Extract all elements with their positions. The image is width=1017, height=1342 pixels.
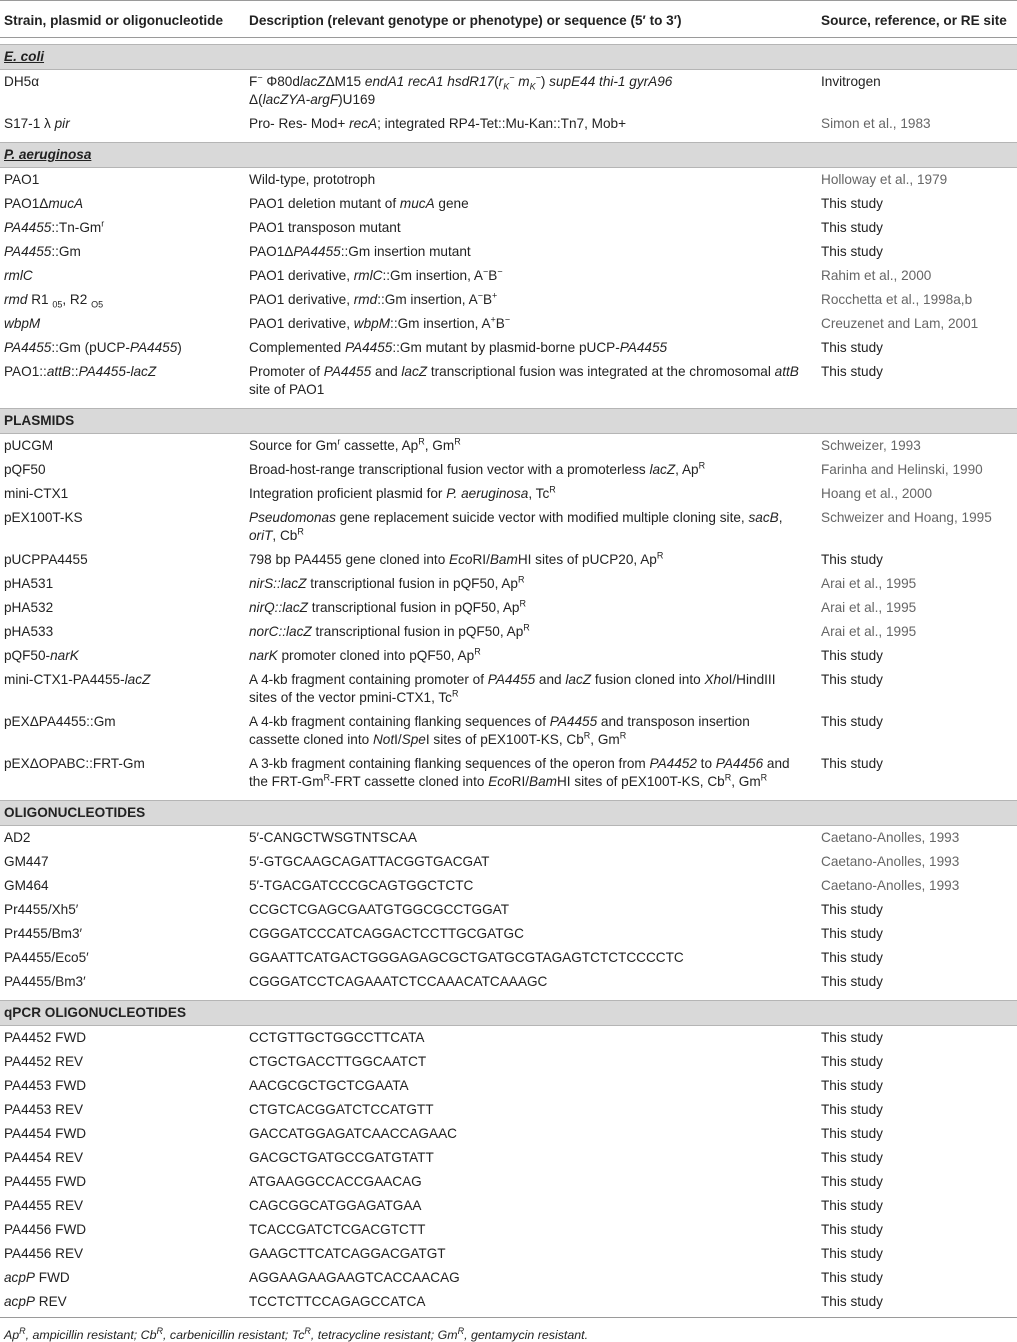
row-name: acpP FWD bbox=[4, 1270, 70, 1285]
table-row bbox=[0, 970, 1017, 994]
row-source: This study bbox=[821, 648, 883, 663]
section-header bbox=[0, 143, 1017, 168]
row-source: This study bbox=[821, 1102, 883, 1117]
row-name: pHA531 bbox=[4, 576, 54, 591]
row-name: rmlC bbox=[4, 268, 33, 283]
row-name: pEXΔOPABC::FRT-Gm bbox=[4, 756, 145, 771]
row-name: S17-1 λ pir bbox=[4, 116, 70, 131]
table-row bbox=[0, 1026, 1017, 1051]
row-name: PAO1ΔmucA bbox=[4, 196, 84, 211]
row-description: A 3-kb fragment containing flanking sequences of the operon from PA4452 to PA4456 and the FRT-$Gm^R$-FRT cassette cloned into EcoRI/BamHI sites of pEX100T-KS, $Cb^R$, $Gm^R$ bbox=[249, 756, 790, 789]
table-row bbox=[0, 596, 1017, 620]
table-row bbox=[0, 850, 1017, 874]
row-description: F− Φ80dlacZΔM15 endA1 recA1 $hsdR17(r_K^-$ $m_K^-$) supE44 thi-1 gyrA96 Δ(lacZYA-argF)U169 bbox=[249, 72, 673, 107]
table-row bbox=[0, 168, 1017, 193]
row-name: pEXΔPA4455::Gm bbox=[4, 714, 116, 729]
row-description: nirQ::lacZ transcriptional fusion in pQF50, $Ap^R$ bbox=[249, 598, 526, 615]
section-header bbox=[0, 1001, 1017, 1026]
table-row bbox=[0, 240, 1017, 264]
section-title: OLIGONUCLEOTIDES bbox=[0, 801, 1017, 826]
table-row bbox=[0, 112, 1017, 136]
table-footnote: $Ap^R$, ampicillin resistant; $Cb^R$, carbenicillin resistant; $Tc^R$, tetracycline resistant; $Gm^R$, gentamycin resistant. bbox=[4, 1325, 589, 1342]
row-description: Complemented PA4455::Gm mutant by plasmid-borne pUCP-PA4455 bbox=[249, 340, 668, 355]
row-description: A 4-kb fragment containing flanking sequences of PA4455 and transposon insertion cassette cloned into NotI/SpeI sites of pEX100T-KS, $Cb^R$, $Gm^R$ bbox=[249, 714, 750, 747]
row-description: nirS::lacZ transcriptional fusion in pQF50, $Ap^R$ bbox=[249, 574, 525, 591]
row-description: Broad-host-range transcriptional fusion vector with a promoterless lacZ, $Ap^R$ bbox=[249, 460, 706, 477]
row-source[interactable]: Caetano-Anolles, 1993 bbox=[821, 830, 960, 845]
row-name: PA4455::Tn-Gm$^r$ bbox=[4, 218, 105, 235]
row-name: pHA533 bbox=[4, 624, 54, 639]
row-name: PA4455::Gm bbox=[4, 244, 81, 259]
row-source[interactable]: Rahim et al., 2000 bbox=[821, 268, 932, 283]
table-row bbox=[0, 922, 1017, 946]
row-source: This study bbox=[821, 926, 883, 941]
row-name: PAO1::attB::PA4455-lacZ bbox=[4, 364, 157, 379]
section-title: qPCR OLIGONUCLEOTIDES bbox=[0, 1001, 1017, 1026]
row-name: DH5α bbox=[4, 74, 40, 89]
section-header bbox=[0, 801, 1017, 826]
table-row bbox=[0, 434, 1017, 459]
row-source[interactable]: Caetano-Anolles, 1993 bbox=[821, 854, 960, 869]
row-source[interactable]: Arai et al., 1995 bbox=[821, 600, 917, 615]
row-source[interactable]: Creuzenet and Lam, 2001 bbox=[821, 316, 979, 331]
table-row bbox=[0, 506, 1017, 548]
row-source[interactable]: Arai et al., 1995 bbox=[821, 576, 917, 591]
row-source[interactable]: Rocchetta et al., 1998a,b bbox=[821, 292, 973, 307]
row-name: mini-CTX1-PA4455-lacZ bbox=[4, 672, 151, 687]
table-row bbox=[0, 1074, 1017, 1098]
row-source[interactable]: Farinha and Helinski, 1990 bbox=[821, 462, 983, 477]
row-name: PA4454 REV bbox=[4, 1150, 84, 1165]
table-row bbox=[0, 1122, 1017, 1146]
row-name: PA4453 FWD bbox=[4, 1078, 87, 1093]
row-description: Source for Gm$^r$ cassette, $Ap^R$, $Gm^R$ bbox=[249, 436, 461, 453]
row-source: This study bbox=[821, 902, 883, 917]
row-description: CAGCGGCATGGAGATGAA bbox=[249, 1198, 422, 1213]
table-row bbox=[0, 644, 1017, 668]
table-row bbox=[0, 1266, 1017, 1290]
row-name: PAO1 bbox=[4, 172, 40, 187]
row-name: pUCGM bbox=[4, 438, 54, 453]
row-name: PA4452 FWD bbox=[4, 1030, 87, 1045]
table-row bbox=[0, 1170, 1017, 1194]
row-name: PA4455/Eco5′ bbox=[4, 950, 89, 965]
section-title: E. coli bbox=[0, 45, 1017, 70]
row-name: PA4455 REV bbox=[4, 1198, 84, 1213]
row-source: This study bbox=[821, 1054, 883, 1069]
row-description: narK promoter cloned into pQF50, $Ap^R$ bbox=[249, 646, 481, 663]
table-row bbox=[0, 826, 1017, 851]
row-name: PA4452 REV bbox=[4, 1054, 84, 1069]
row-source: This study bbox=[821, 1270, 883, 1285]
table-row bbox=[0, 1098, 1017, 1122]
row-name: AD2 bbox=[4, 830, 31, 845]
table-row bbox=[0, 898, 1017, 922]
header-row bbox=[0, 1, 1017, 38]
section-header bbox=[0, 409, 1017, 434]
row-name: PA4453 REV bbox=[4, 1102, 84, 1117]
row-source[interactable]: Simon et al., 1983 bbox=[821, 116, 931, 131]
table-header bbox=[0, 1, 1017, 38]
table-row bbox=[0, 458, 1017, 482]
row-source: This study bbox=[821, 1174, 883, 1189]
header-source: Source, reference, or RE site bbox=[818, 1, 1017, 38]
row-source: This study bbox=[821, 1150, 883, 1165]
row-description: GACGCTGATGCCGATGTATT bbox=[249, 1150, 434, 1165]
row-description: PAO1 derivative, rmlC::Gm insertion, A−B− bbox=[249, 266, 503, 283]
row-description: CCTGTTGCTGGCCTTCATA bbox=[249, 1030, 425, 1045]
table-row bbox=[0, 752, 1017, 794]
row-source: This study bbox=[821, 244, 883, 259]
row-description: GAAGCTTCATCAGGACGATGT bbox=[249, 1246, 446, 1261]
row-source: This study bbox=[821, 1222, 883, 1237]
row-description: Pseudomonas gene replacement suicide vector with modified multiple cloning site, sacB, oriT, $Cb^R$ bbox=[249, 510, 783, 543]
row-name: PA4455::Gm (pUCP-PA4455) bbox=[4, 340, 182, 355]
table-row bbox=[0, 1242, 1017, 1266]
row-source: This study bbox=[821, 364, 883, 379]
row-source: This study bbox=[821, 1126, 883, 1141]
table-row bbox=[0, 1146, 1017, 1170]
row-description: CTGTCACGGATCTCCATGTT bbox=[249, 1102, 434, 1117]
row-description: GACCATGGAGATCAACCAGAAC bbox=[249, 1126, 457, 1141]
row-description: CTGCTGACCTTGGCAATCT bbox=[249, 1054, 427, 1069]
table-row bbox=[0, 668, 1017, 710]
row-source: This study bbox=[821, 672, 883, 687]
table-body bbox=[0, 38, 1017, 1318]
header-description: Description (relevant genotype or phenotype) or sequence (5′ to 3′) bbox=[246, 1, 818, 38]
row-description: CGGGATCCTCAGAAATCTCCAAACATCAAAGC bbox=[249, 974, 548, 989]
row-name: pUCPPA4455 bbox=[4, 552, 88, 567]
table-row bbox=[0, 360, 1017, 402]
row-source: This study bbox=[821, 340, 883, 355]
table-row bbox=[0, 1290, 1017, 1318]
row-source: This study bbox=[821, 220, 883, 235]
table-row bbox=[0, 192, 1017, 216]
row-source: This study bbox=[821, 1198, 883, 1213]
row-source: Invitrogen bbox=[821, 74, 881, 89]
table-row bbox=[0, 70, 1017, 113]
section-spacer bbox=[0, 38, 1017, 45]
table-row bbox=[0, 216, 1017, 240]
row-description: PAO1 deletion mutant of mucA gene bbox=[249, 196, 469, 211]
row-description: 5′-GTGCAAGCAGATTACGGTGACGAT bbox=[249, 854, 490, 869]
row-source: This study bbox=[821, 950, 883, 965]
table-row bbox=[0, 1050, 1017, 1074]
row-name: pHA532 bbox=[4, 600, 54, 615]
row-description: 5′-TGACGATCCCGCAGTGGCTCTC bbox=[249, 878, 474, 893]
row-description: Pro- Res- Mod+ recA; integrated RP4-Tet::Mu-Kan::Tn7, Mob+ bbox=[249, 116, 627, 131]
row-name: pQF50-narK bbox=[4, 648, 79, 663]
row-source: This study bbox=[821, 1246, 883, 1261]
row-description: Integration proficient plasmid for P. aeruginosa, $Tc^R$ bbox=[249, 484, 556, 501]
table-row bbox=[0, 336, 1017, 360]
row-source: This study bbox=[821, 714, 883, 729]
row-description: 798 bp PA4455 gene cloned into EcoRI/BamHI sites of pUCP20, $Ap^R$ bbox=[249, 550, 664, 567]
section-title: PLASMIDS bbox=[0, 409, 1017, 434]
table-row bbox=[0, 482, 1017, 506]
row-source: This study bbox=[821, 196, 883, 211]
section-header bbox=[0, 45, 1017, 70]
row-source: This study bbox=[821, 552, 883, 567]
row-name: PA4455/Bm3′ bbox=[4, 974, 86, 989]
row-source[interactable]: Hoang et al., 2000 bbox=[821, 486, 933, 501]
row-source: This study bbox=[821, 1078, 883, 1093]
row-description: ATGAAGGCCACCGAACAG bbox=[249, 1174, 422, 1189]
table-row bbox=[0, 572, 1017, 596]
row-description: norC::lacZ transcriptional fusion in pQF50, $Ap^R$ bbox=[249, 622, 530, 639]
row-name: PA4455 FWD bbox=[4, 1174, 87, 1189]
row-name: GM447 bbox=[4, 854, 49, 869]
row-source: This study bbox=[818, 1290, 1017, 1318]
row-source[interactable]: Holloway et al., 1979 bbox=[821, 172, 948, 187]
row-description: CCGCTCGAGCGAATGTGGCGCCTGGAT bbox=[249, 902, 510, 917]
table-row bbox=[0, 1218, 1017, 1242]
row-name: acpP REV bbox=[0, 1290, 246, 1318]
row-source[interactable]: Schweizer and Hoang, 1995 bbox=[821, 510, 992, 525]
row-description: 5′-CANGCTWSGTNTSCAA bbox=[249, 830, 417, 845]
row-name: PA4454 FWD bbox=[4, 1126, 87, 1141]
row-description: CGGGATCCCATCAGGACTCCTTGCGATGC bbox=[249, 926, 524, 941]
table-row bbox=[0, 710, 1017, 752]
row-name: mini-CTX1 bbox=[4, 486, 69, 501]
row-description: A 4-kb fragment containing promoter of PA4455 and lacZ fusion cloned into XhoI/HindIII sites of the vector pmini-CTX1, $Tc^R$ bbox=[249, 672, 776, 705]
row-description: TCACCGATCTCGACGTCTT bbox=[249, 1222, 426, 1237]
table-row bbox=[0, 548, 1017, 572]
row-name: PA4456 FWD bbox=[4, 1222, 87, 1237]
row-description: PAO1 derivative, wbpM::Gm insertion, A+B− bbox=[249, 314, 511, 331]
row-name: rmd R1 $_{05}$, R2 $_{O5}$ bbox=[4, 292, 104, 310]
row-name: PA4456 REV bbox=[4, 1246, 84, 1261]
row-description: PAO1ΔPA4455::Gm insertion mutant bbox=[249, 244, 471, 259]
row-source: This study bbox=[821, 756, 883, 771]
row-description: GGAATTCATGACTGGGAGAGCGCTGATGCGTAGAGTCTCTCCCCTC bbox=[249, 950, 684, 965]
row-name: pQF50 bbox=[4, 462, 46, 477]
row-source: This study bbox=[821, 1030, 883, 1045]
row-description: Promoter of PA4455 and lacZ transcriptional fusion was integrated at the chromosomal attB site of PAO1 bbox=[249, 364, 799, 397]
row-name: wbpM bbox=[4, 316, 41, 331]
table-row bbox=[0, 946, 1017, 970]
row-description: PAO1 transposon mutant bbox=[249, 220, 401, 235]
row-source[interactable]: Schweizer, 1993 bbox=[821, 438, 921, 453]
row-description: AGGAAGAAGAAGTCACCAACAG bbox=[249, 1270, 460, 1285]
row-name: Pr4455/Bm3′ bbox=[4, 926, 83, 941]
row-source: This study bbox=[821, 974, 883, 989]
row-description: AACGCGCTGCTCGAATA bbox=[249, 1078, 409, 1093]
header-strain: Strain, plasmid or oligonucleotide bbox=[0, 1, 246, 38]
row-description: Wild-type, prototroph bbox=[249, 172, 376, 187]
section-title: P. aeruginosa bbox=[0, 143, 1017, 168]
row-description: PAO1 derivative, rmd::Gm insertion, A−B+ bbox=[249, 290, 498, 307]
row-source[interactable]: Arai et al., 1995 bbox=[821, 624, 917, 639]
row-source[interactable]: Caetano-Anolles, 1993 bbox=[821, 878, 960, 893]
table-row bbox=[0, 1194, 1017, 1218]
table-row bbox=[0, 312, 1017, 336]
table-row bbox=[0, 620, 1017, 644]
row-name: GM464 bbox=[4, 878, 49, 893]
table-row bbox=[0, 264, 1017, 288]
table-row bbox=[0, 288, 1017, 312]
row-name: pEX100T-KS bbox=[4, 510, 83, 525]
row-description: TCCTCTTCCAGAGCCATCA bbox=[246, 1290, 818, 1318]
table-row bbox=[0, 874, 1017, 898]
row-name: Pr4455/Xh5′ bbox=[4, 902, 79, 917]
